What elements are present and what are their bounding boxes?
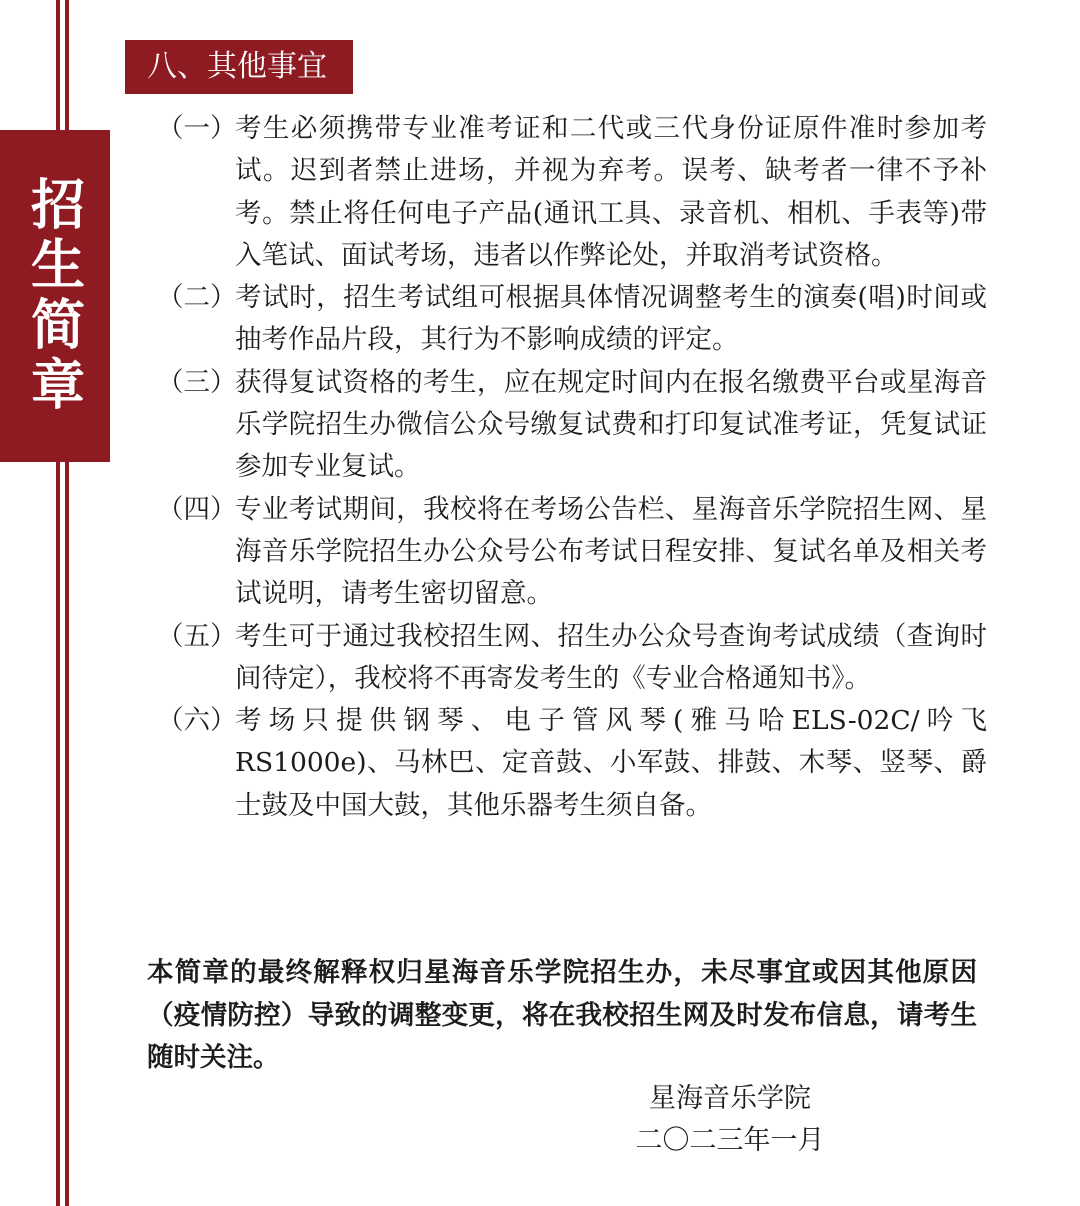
item-number: （四） bbox=[157, 493, 237, 525]
signature-block bbox=[600, 1078, 860, 1162]
item-text: 考试时，招生考试组可根据具体情况调整考生的演奏(唱)时间或抽考作品片段，其行为不影响成绩的评定。 bbox=[235, 282, 987, 356]
item-number: （三） bbox=[157, 366, 237, 398]
side-banner-title: 招生简章 bbox=[22, 176, 87, 416]
item-text: 考生必须携带专业准考证和二代或三代身份证原件准时参加考试。迟到者禁止进场，并视为弃考。误考、缺考者一律不予补考。禁止将任何电子产品(通讯工具、录音机、相机、手表等)带入笔试、面试考场，违者以作弊论处，并取消考试资格。 bbox=[235, 113, 987, 271]
section-heading: 八、其他事宜 bbox=[125, 40, 353, 94]
list-item bbox=[157, 108, 987, 277]
list-item bbox=[157, 362, 987, 489]
side-banner bbox=[0, 130, 110, 462]
item-text: 考场只提供钢琴、电子管风琴(雅马哈ELS-02C/吟飞RS1000e)、马林巴、定音鼓、小军鼓、排鼓、木琴、竖琴、爵士鼓及中国大鼓，其他乐器考生须自备。 bbox=[235, 705, 987, 821]
list-item bbox=[157, 700, 987, 827]
item-text: 考生可于通过我校招生网、招生办公众号查询考试成绩（查询时间待定），我校将不再寄发考生的《专业合格通知书》。 bbox=[235, 620, 987, 694]
closing-statement: 本简章的最终解释权归星海音乐学院招生办，未尽事宜或因其他原因（疫情防控）导致的调整变更，将在我校招生网及时发布信息，请考生随时关注。 bbox=[147, 957, 977, 1073]
item-number: （六） bbox=[157, 705, 237, 737]
list-item bbox=[157, 277, 987, 362]
item-number: （二） bbox=[157, 282, 237, 314]
rules-list bbox=[157, 108, 987, 827]
list-item bbox=[157, 489, 987, 616]
item-text: 获得复试资格的考生，应在规定时间内在报名缴费平台或星海音乐学院招生办微信公众号缴复试费和打印复试准考证，凭复试证参加专业复试。 bbox=[235, 366, 987, 483]
item-number: （一） bbox=[157, 113, 237, 144]
item-text: 专业考试期间，我校将在考场公告栏、星海音乐学院招生网、星海音乐学院招生办公众号公布考试日程安排、复试名单及相关考试说明，请考生密切留意。 bbox=[235, 493, 987, 610]
signature-organization: 星海音乐学院 bbox=[649, 1083, 811, 1114]
signature-date: 二〇二三年一月 bbox=[635, 1125, 825, 1156]
list-item bbox=[157, 616, 987, 701]
item-number: （五） bbox=[157, 620, 237, 652]
